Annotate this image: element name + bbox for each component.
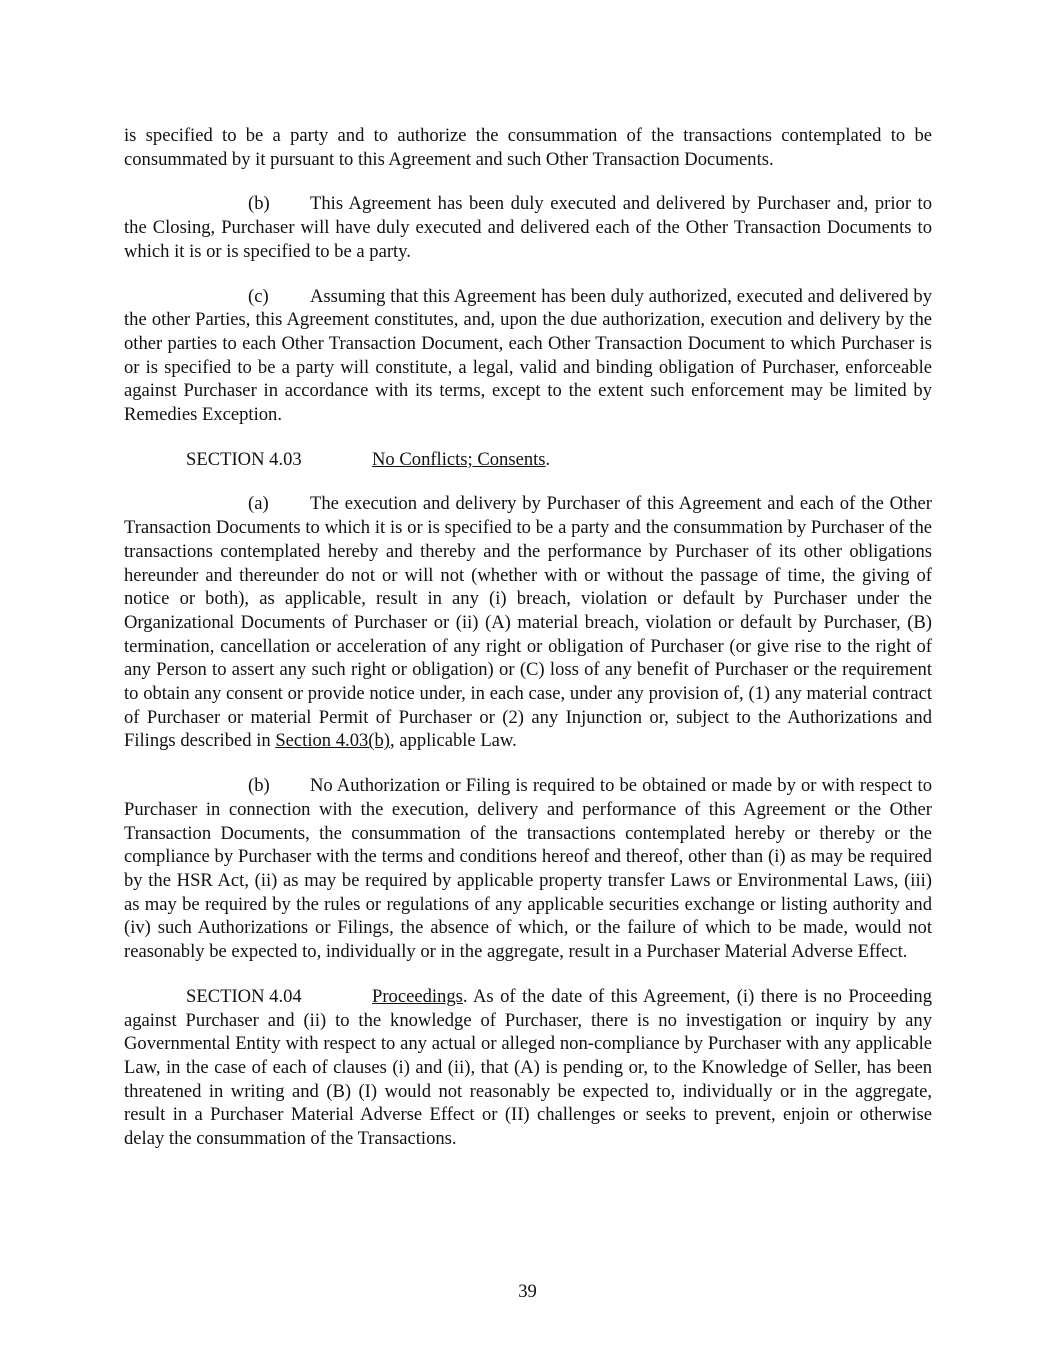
paragraph-text: Assuming that this Agreement has been duly authorized, executed and delivered by the other Parties, this Agreement constitutes, and, upon the due authorization, execution and delivery by the other parties to each Other Transaction Document, each Other Transaction Document to which Purchaser is or is specified to be a party will constitute, a legal, valid and binding obligation of Purchaser, enforceable against Purchaser in accordance with its terms, except to the extent such enforcement may be limited by Remedies Exception.: [124, 285, 932, 426]
page-number: 39: [518, 1281, 537, 1302]
paragraph-text: This Agreement has been duly executed and delivered by Purchaser and, prior to the Closing, Purchaser will have duly executed and delivered each of the Other Transaction Documents to which it is or is specified to be a party.: [124, 193, 932, 262]
paragraph-4-02-c: [124, 285, 932, 427]
clause-label: (a): [248, 493, 269, 515]
section-title: No Conflicts; Consents: [372, 448, 546, 470]
paragraph-text-end: , applicable Law.: [389, 730, 517, 752]
section-title-end: .: [545, 448, 551, 470]
section-title: Proceedings: [372, 985, 463, 1007]
paragraph-continuation: [124, 124, 932, 171]
section-4-04: [124, 985, 932, 1151]
clause-label: (b): [248, 775, 270, 797]
paragraph-4-02-b: [124, 192, 932, 263]
section-number: SECTION 4.04: [186, 985, 302, 1007]
section-number: SECTION 4.03: [186, 448, 302, 470]
paragraph-text: . As of the date of this Agreement, (i) there is no Proceeding against Purchaser and (ii) to the knowledge of Purchaser, there is no investigation or inquiry by any Governmental Entity with respect to any actual or alleged non-compliance by Purchaser with any applicable Law, in the case of each of clauses (i) and (ii), that (A) is pending or, to the Knowledge of Seller, has been threatened in writing and (B) (I) would not reasonably be expected to, individually or in the aggregate, result in a Purchaser Material Adverse Effect or (II) challenges or seeks to prevent, enjoin or otherwise delay the consummation of the Transactions.: [124, 985, 932, 1150]
paragraph-text: The execution and delivery by Purchaser of this Agreement and each of the Other Transaction Documents to which it is or is specified to be a party and the consummation by Purchaser of the transactions contemplated hereby and thereby and the performance by Purchaser of its other obligations hereunder and thereunder do not or will not (whether with or without the passage of time, the giving of notice or both), as applicable, result in any (i) breach, violation or default by Purchaser under the Organizational Documents of Purchaser or (ii) (A) material breach, violation or default by Purchaser, (B) termination, cancellation or acceleration of any right or obligation of Purchaser (or give rise to the right of any Person to assert any such right or obligation) or (C) loss of any benefit of Purchaser or the requirement to obtain any consent or provide notice under, in each case, under any provision of, (1) any material contract of Purchaser or material Permit of Purchaser or (2) any Injunction or, subject to the Authorizations and Filings described in: [124, 493, 932, 752]
paragraph-text: No Authorization or Filing is required to be obtained or made by or with respect to Purchaser in connection with the execution, delivery and performance of this Agreement or the Other Transaction Documents, the consummation of the transactions contemplated hereby or thereby or the compliance by Purchaser with the terms and conditions hereof and thereof, other than (i) as may be required by the HSR Act, (ii) as may be required by applicable property transfer Laws or Environmental Laws, (iii) as may be required by the rules or regulations of any applicable securities exchange or listing authority and (iv) such Authorizations or Filings, the absence of which, or the failure of which to be made, would not reasonably be expected to, individually or in the aggregate, result in a Purchaser Material Adverse Effect.: [124, 775, 932, 963]
paragraph-text: is specified to be a party and to authorize the consummation of the transactions contemplated to be consummated by it pursuant to this Agreement and such Other Transaction Documents.: [124, 125, 932, 170]
document-page: [124, 124, 932, 1172]
section-4-03-heading: [124, 448, 932, 472]
clause-label: (b): [248, 193, 270, 215]
cross-reference-link[interactable]: Section 4.03(b): [275, 730, 390, 752]
paragraph-4-03-a: [124, 492, 932, 753]
clause-label: (c): [248, 285, 269, 307]
paragraph-4-03-b: [124, 774, 932, 964]
